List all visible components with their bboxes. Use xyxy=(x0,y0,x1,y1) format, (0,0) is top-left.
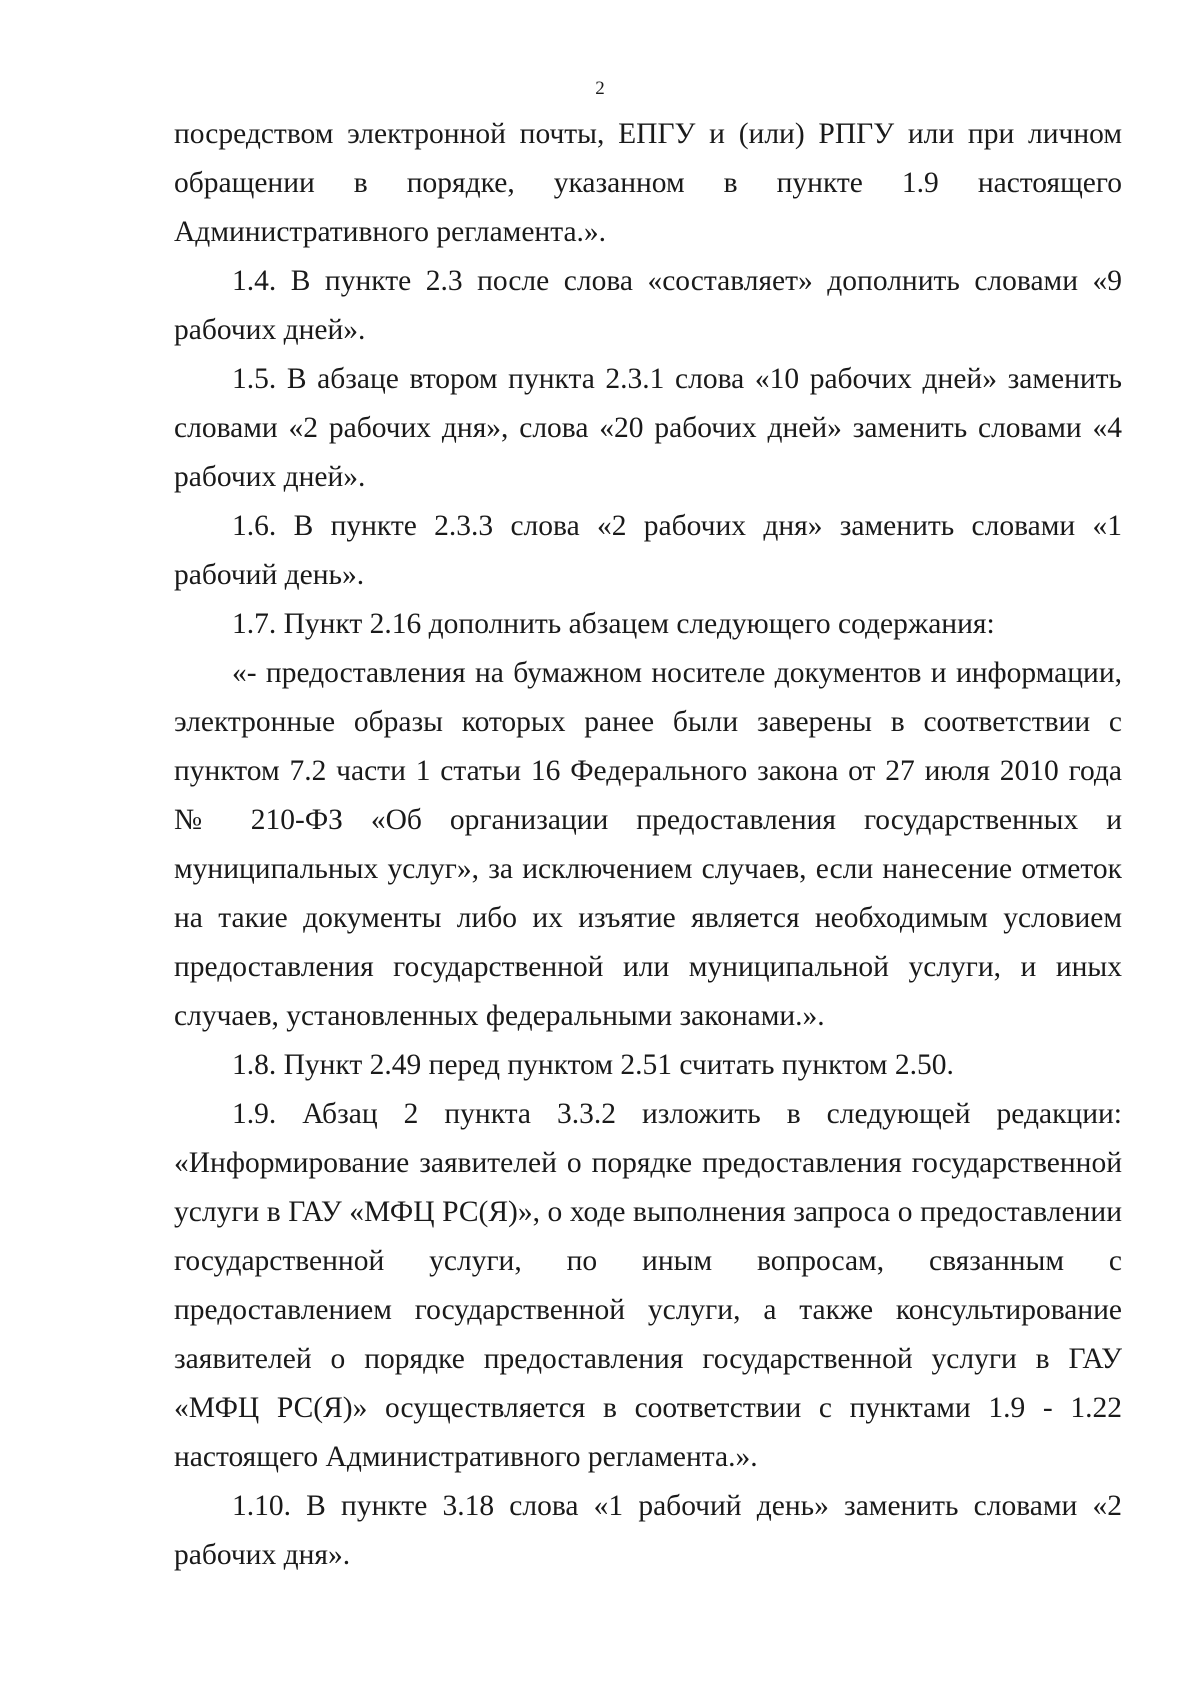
paragraph-item-1-5: 1.5. В абзаце втором пункта 2.3.1 слова «10 рабочих дней» заменить словами «2 рабочих дня», слова «20 рабочих дней» заменить словами «4 рабочих дней». xyxy=(174,363,1122,493)
paragraph-item-1-8: 1.8. Пункт 2.49 перед пунктом 2.51 считать пунктом 2.50. xyxy=(232,1049,954,1081)
paragraph-continuation: посредством электронной почты, ЕПГУ и (или) РПГУ или при личном обращении в порядке, указанном в пункте 1.9 настоящего Административного регламента.». xyxy=(174,118,1122,248)
paragraph-item-1-6: 1.6. В пункте 2.3.3 слова «2 рабочих дня» заменить словами «1 рабочий день». xyxy=(174,510,1122,591)
paragraph-item-1-9: 1.9. Абзац 2 пункта 3.3.2 изложить в следующей редакции: «Информирование заявителей о порядке предоставления государственной услуги в ГАУ «МФЦ РС(Я)», о ходе выполнения запроса о предоставлении государственной услуги, по иным вопросам, связанным с предоставлением государственной услуги, а также консультирование заявителей о порядке предоставления государственной услуги в ГАУ «МФЦ РС(Я)» осуществляется в соответствии с пунктами 1.9 - 1.22 настоящего Административного регламента.». xyxy=(174,1098,1122,1473)
paragraph-item-1-10: 1.10. В пункте 3.18 слова «1 рабочий день» заменить словами «2 рабочих дня». xyxy=(174,1490,1122,1571)
document-body xyxy=(174,110,1122,1580)
page-number: 2 xyxy=(595,78,605,99)
paragraph-item-1-4: 1.4. В пункте 2.3 после слова «составляет» дополнить словами «9 рабочих дней». xyxy=(174,265,1122,346)
paragraph-item-1-7-quote: «- предоставления на бумажном носителе документов и информации, электронные образы которых ранее были заверены в соответствии с пунктом 7.2 части 1 статьи 16 Федерального закона от 27 июля 2010 года № 210-ФЗ «Об организации предоставления государственных и муниципальных услуг», за исключением случаев, если нанесение отметок на такие документы либо их изъятие является необходимым условием предоставления государственной или муниципальной услуги, и иных случаев, установленных федеральными законами.». xyxy=(174,657,1122,1032)
paragraph-item-1-7: 1.7. Пункт 2.16 дополнить абзацем следующего содержания: xyxy=(232,608,995,640)
